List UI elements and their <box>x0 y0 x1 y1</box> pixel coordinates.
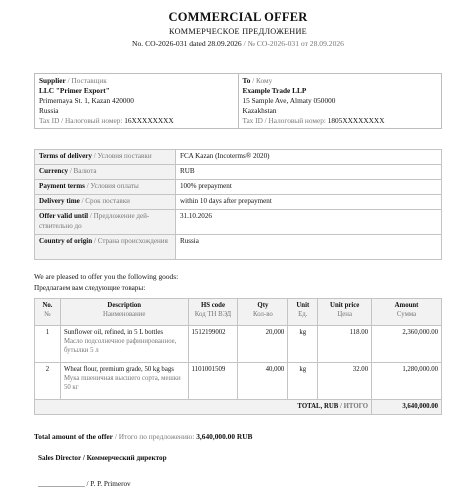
terms-label <box>35 150 176 165</box>
recipient-taxid-value: 1805XXXXXXXX <box>327 116 385 125</box>
row-qty: 20,000 <box>238 326 288 363</box>
terms-value: within 10 days after prepayment <box>176 195 442 210</box>
recipient-label-ru: / Кому <box>252 76 273 85</box>
terms-value: 31.10.2026 <box>176 210 442 235</box>
terms-row <box>35 235 442 260</box>
document-subtitle: КОММЕРЧЕСКОЕ ПРЕДЛОЖЕНИЕ <box>169 27 307 36</box>
terms-label-en: Offer valid until <box>39 212 89 220</box>
supplier-taxid-label: Tax ID / Налоговый номер: <box>39 116 123 125</box>
terms-value: RUB <box>176 165 442 180</box>
table-row <box>35 326 442 363</box>
terms-row <box>35 195 442 210</box>
intro-text-ru: Предлагаем вам следующие товары: <box>34 284 146 292</box>
terms-row <box>35 210 442 235</box>
total-row <box>35 400 442 415</box>
col-header-no: No. № <box>35 299 61 326</box>
row-unit: kg <box>288 363 318 400</box>
terms-label-ru: / Валюта <box>69 167 97 175</box>
supplier-address: Primernaya St. 1, Kazan 420000 <box>39 96 134 105</box>
document-number-en: No. CO-2026-031 dated 28.09.2026 <box>132 39 242 48</box>
recipient-cell <box>238 74 442 129</box>
terms-label-en: Payment terms <box>39 182 85 190</box>
terms-table <box>34 149 442 260</box>
terms-label-en: Currency <box>39 167 69 175</box>
goods-header-row <box>35 299 442 326</box>
terms-label-en: Terms of delivery <box>39 152 92 160</box>
terms-label-en: Delivery time <box>39 197 80 205</box>
intro-text-en: We are pleased to offer you the following goods: <box>34 272 179 281</box>
signature-line: _____________ / P. P. Primerov <box>38 480 131 488</box>
terms-label-ru: / Страна происхождения <box>93 237 168 245</box>
terms-label <box>35 195 176 210</box>
supplier-label: Supplier <box>39 76 66 85</box>
terms-label <box>35 235 176 260</box>
terms-label-ru: / Предложение дей-ствительно до <box>39 212 150 230</box>
row-no: 2 <box>35 363 61 400</box>
terms-label <box>35 180 176 195</box>
supplier-country: Russia <box>39 106 59 115</box>
table-row <box>35 363 442 400</box>
col-header-description: Description Наименование <box>60 299 188 326</box>
row-qty: 40,000 <box>238 363 288 400</box>
terms-label-ru: / Срок поставки <box>81 197 130 205</box>
row-no: 1 <box>35 326 61 363</box>
row-hs-code: 1512199002 <box>188 326 238 363</box>
document-title: COMMERCIAL OFFER <box>168 10 308 24</box>
offer-total-line <box>34 432 252 441</box>
terms-row <box>35 150 442 165</box>
terms-label <box>35 210 176 235</box>
number-separator: / <box>243 39 246 48</box>
row-amount: 1,280,000.00 <box>372 363 442 400</box>
row-amount: 2,360,000.00 <box>372 326 442 363</box>
terms-label-ru: / Условия поставки <box>93 152 152 160</box>
supplier-cell <box>35 74 239 129</box>
row-unit-price: 32.00 <box>318 363 372 400</box>
col-header-qty: Qty Кол-во <box>238 299 288 326</box>
supplier-label-ru: / Поставщик <box>67 76 107 85</box>
terms-label-en: Country of origin <box>39 237 93 245</box>
offer-total-value: 3,640,000.00 RUB <box>196 432 253 441</box>
offer-total-label: Total amount of the offer <box>34 432 113 441</box>
offer-total-label-ru: / Итого по предложению: <box>114 432 195 441</box>
terms-row <box>35 165 442 180</box>
row-unit-price: 118.00 <box>318 326 372 363</box>
col-header-hs-code: HS code Код ТН ВЭД <box>188 299 238 326</box>
recipient-label: To <box>242 76 251 85</box>
parties-table <box>34 73 442 129</box>
terms-value: 100% prepayment <box>176 180 442 195</box>
recipient-country: Kazakhstan <box>242 106 277 115</box>
row-unit: kg <box>288 326 318 363</box>
recipient-taxid-label: Tax ID / Налоговый номер: <box>242 116 326 125</box>
terms-value: Russia <box>176 235 442 260</box>
supplier-taxid-value: 16XXXXXXXX <box>124 116 174 125</box>
total-value: 3,640,000.00 <box>372 400 442 415</box>
col-header-unit-price: Unit price Цена <box>318 299 372 326</box>
col-header-amount: Amount Сумма <box>372 299 442 326</box>
row-description: Wheat flour, premium grade, 50 kg bags Мука пшеничная высшего сорта, мешки 50 кг <box>60 363 188 400</box>
goods-table <box>34 298 442 415</box>
terms-value: FCA Kazan (Incoterms® 2020) <box>176 150 442 165</box>
terms-label-ru: / Условия оплаты <box>86 182 139 190</box>
terms-label <box>35 165 176 180</box>
col-header-unit: Unit Ед. <box>288 299 318 326</box>
total-label: TOTAL, RUB / ИТОГО <box>35 400 372 415</box>
terms-row <box>35 180 442 195</box>
document-number-line <box>0 39 476 48</box>
supplier-name: LLC "Primer Export" <box>39 86 110 95</box>
recipient-name: Example Trade LLP <box>242 86 307 95</box>
recipient-address: 15 Sample Ave, Almaty 050000 <box>242 96 336 105</box>
signer-title: Sales Director / Коммерческий директор <box>38 454 167 462</box>
document-number-ru: № CO-2026-031 от 28.09.2026 <box>247 39 344 48</box>
row-hs-code: 1101001509 <box>188 363 238 400</box>
row-description: Sunflower oil, refined, in 5 L bottles Масло подсолнечное рафинированное, бутылки 5 л <box>60 326 188 363</box>
